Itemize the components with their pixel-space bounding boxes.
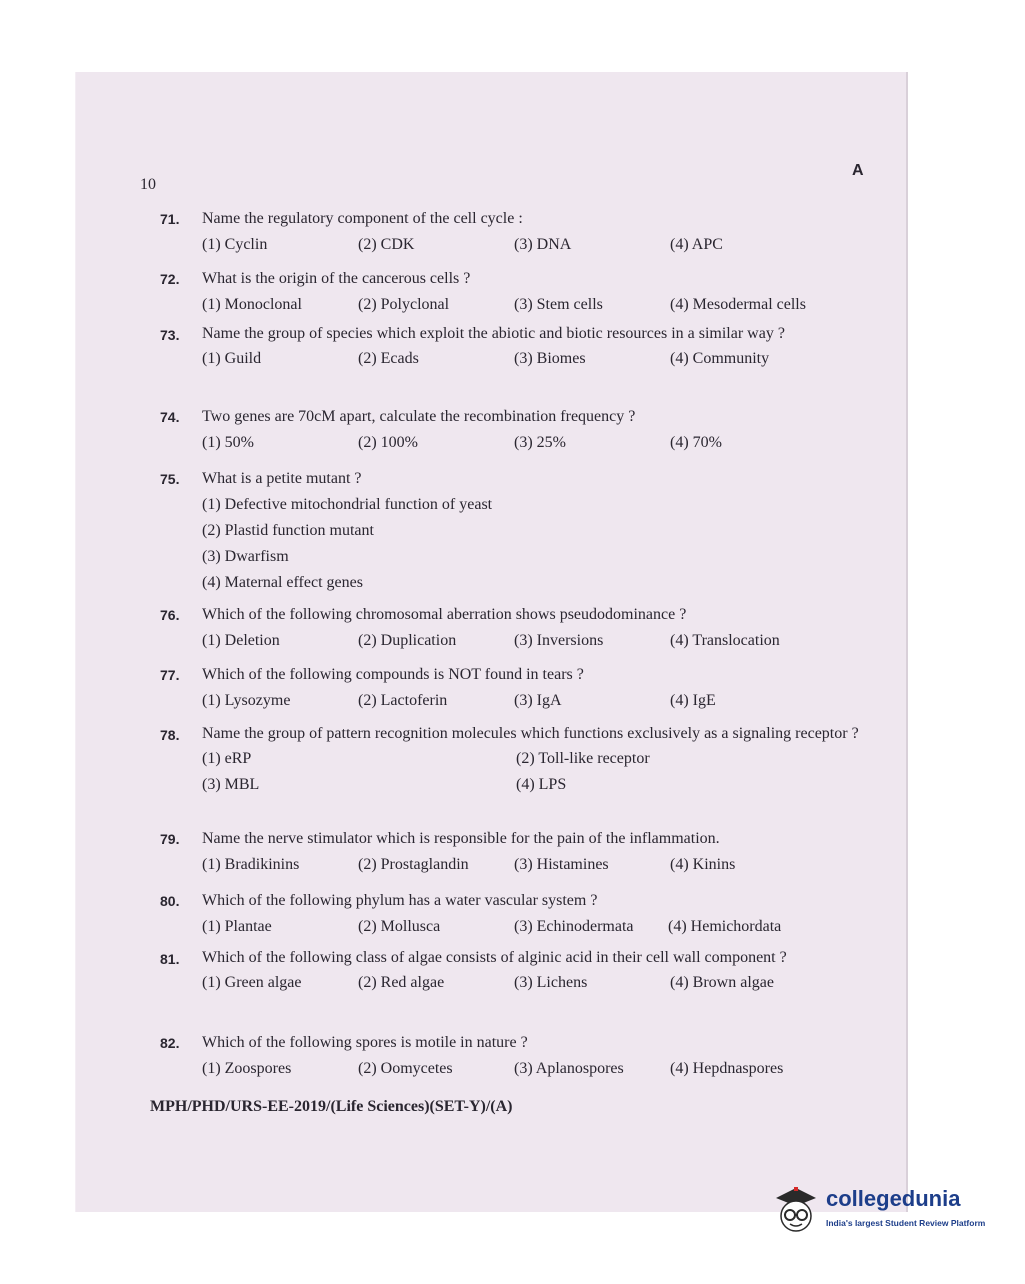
question-text: Which of the following spores is motile in nature ?: [202, 1034, 528, 1051]
question-82: [160, 1030, 860, 1082]
question-76: [160, 602, 860, 654]
question-78: [160, 722, 860, 798]
question-75: [160, 466, 860, 596]
question-number: 81.: [160, 951, 180, 967]
option-3: (3) Histamines: [514, 856, 609, 873]
question-72: [160, 266, 860, 318]
option-3: (3) Biomes: [514, 350, 586, 367]
question-number: 82.: [160, 1035, 180, 1051]
option-4: (4) Translocation: [670, 632, 780, 649]
option-4: (4) APC: [670, 236, 723, 253]
question-text: Which of the following class of algae consists of alginic acid in their cell wall component ?: [202, 949, 787, 966]
collegedunia-logo[interactable]: [770, 1178, 1000, 1248]
question-text: Name the group of species which exploit the abiotic and biotic resources in a similar way ?: [202, 325, 785, 342]
option-4: (4) LPS: [516, 776, 567, 793]
option-3: (3) Echinodermata: [514, 918, 634, 935]
option-2: (2) Toll-like receptor: [516, 750, 650, 767]
option-2: (2) Plastid function mutant: [202, 522, 374, 539]
option-2: (2) Mollusca: [358, 918, 441, 935]
mascot-icon: [770, 1184, 822, 1236]
question-text: Name the regulatory component of the cell cycle :: [202, 210, 523, 227]
set-letter: A: [852, 162, 864, 179]
question-number: 77.: [160, 667, 180, 683]
option-2: (2) Ecads: [358, 350, 419, 367]
question-text: Which of the following chromosomal aberration shows pseudodominance ?: [202, 606, 687, 623]
option-3: (3) MBL: [202, 776, 260, 793]
question-73: [160, 322, 860, 372]
logo-tagline: India's largest Student Review Platform: [826, 1218, 986, 1228]
option-2: (2) Red algae: [358, 974, 445, 991]
question-number: 78.: [160, 727, 180, 743]
question-81: [160, 946, 860, 996]
question-number: 72.: [160, 271, 180, 287]
option-3: (3) Aplanospores: [514, 1060, 624, 1077]
question-text: Two genes are 70cM apart, calculate the recombination frequency ?: [202, 408, 636, 425]
option-2: (2) Prostaglandin: [358, 856, 469, 873]
option-1: (1) Cyclin: [202, 236, 268, 253]
question-number: 80.: [160, 893, 180, 909]
question-79: [160, 826, 860, 878]
question-number: 79.: [160, 831, 180, 847]
question-number: 71.: [160, 211, 180, 227]
option-1: (1) Defective mitochondrial function of yeast: [202, 496, 493, 513]
option-4: (4) IgE: [670, 692, 716, 709]
option-4: (4) Hepdnaspores: [670, 1060, 784, 1077]
question-number: 75.: [160, 471, 180, 487]
question-number: 74.: [160, 409, 180, 425]
question-80: [160, 888, 860, 940]
option-3: (3) Lichens: [514, 974, 588, 991]
option-4: (4) Maternal effect genes: [202, 574, 363, 591]
question-number: 73.: [160, 327, 180, 343]
option-1: (1) Green algae: [202, 974, 302, 991]
option-1: (1) 50%: [202, 434, 254, 451]
question-77: [160, 662, 860, 714]
option-4: (4) Hemichordata: [668, 918, 782, 935]
option-1: (1) eRP: [202, 750, 252, 767]
option-4: (4) Community: [670, 350, 770, 367]
page-number: 10: [140, 176, 156, 193]
option-4: (4) Brown algae: [670, 974, 774, 991]
question-number: 76.: [160, 607, 180, 623]
option-1: (1) Zoospores: [202, 1060, 292, 1077]
option-1: (1) Guild: [202, 350, 262, 367]
option-2: (2) CDK: [358, 236, 415, 253]
question-text: Name the nerve stimulator which is responsible for the pain of the inflammation.: [202, 830, 720, 847]
option-3: (3) Dwarfism: [202, 548, 289, 565]
option-3: (3) 25%: [514, 434, 566, 451]
question-74: [160, 404, 860, 456]
logo-name: collegedunia: [826, 1186, 961, 1211]
option-4: (4) Kinins: [670, 856, 736, 873]
question-text: Which of the following compounds is NOT found in tears ?: [202, 666, 584, 683]
option-2: (2) Lactoferin: [358, 692, 448, 709]
option-3: (3) IgA: [514, 692, 562, 709]
option-2: (2) Polyclonal: [358, 296, 450, 313]
option-3: (3) Stem cells: [514, 296, 603, 313]
option-4: (4) 70%: [670, 434, 722, 451]
option-2: (2) 100%: [358, 434, 418, 451]
exam-code-footer: MPH/PHD/URS-EE-2019/(Life Sciences)(SET-Y)/(A): [150, 1098, 513, 1115]
question-text: Which of the following phylum has a water vascular system ?: [202, 892, 598, 909]
option-1: (1) Deletion: [202, 632, 280, 649]
option-3: (3) Inversions: [514, 632, 604, 649]
option-1: (1) Plantae: [202, 918, 272, 935]
option-1: (1) Bradikinins: [202, 856, 300, 873]
question-71: [160, 206, 860, 258]
option-2: (2) Duplication: [358, 632, 457, 649]
question-text: What is a petite mutant ?: [202, 470, 362, 487]
question-text: Name the group of pattern recognition molecules which functions exclusively as a signaling receptor ?: [202, 725, 859, 742]
option-3: (3) DNA: [514, 236, 572, 253]
option-1: (1) Monoclonal: [202, 296, 302, 313]
option-1: (1) Lysozyme: [202, 692, 291, 709]
option-4: (4) Mesodermal cells: [670, 296, 806, 313]
option-2: (2) Oomycetes: [358, 1060, 453, 1077]
question-text: What is the origin of the cancerous cells ?: [202, 270, 471, 287]
